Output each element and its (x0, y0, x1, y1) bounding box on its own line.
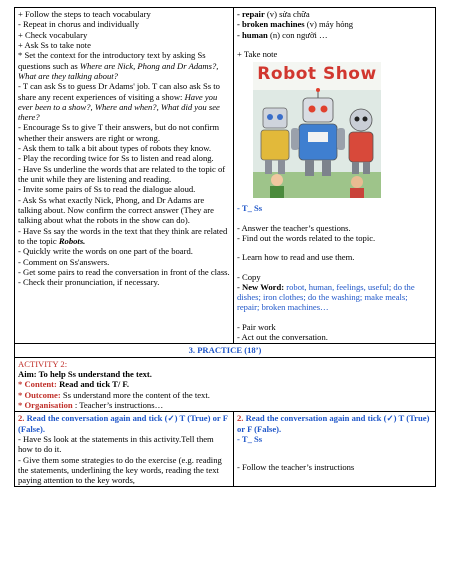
teacher-line: - Comment on Ss'answers. (18, 256, 110, 267)
teacher-line: - Quickly write the words on one part of the board. (18, 246, 193, 257)
guess-questions: Have you ever been to a show?, Where and when?, What did you see there? (18, 91, 220, 123)
step-line: + Check vocabulary (18, 29, 88, 40)
lesson-plan (14, 7, 435, 487)
vocab-item: - human (n) con người … (237, 29, 328, 40)
student-line: - Answer the teacher’s questions. (237, 222, 351, 233)
pair-work: - Pair work (237, 321, 276, 332)
context-questions: Where are Nick, Phong and Dr Adams?, What are they talking about? (18, 60, 219, 81)
step-line: - Repeat in chorus and individually (18, 19, 140, 30)
task-ts-label: - T_ Ss (237, 433, 263, 444)
task-heading: 2. Read the conversation again and tick (✓) T (True) or F (False). (237, 413, 430, 434)
teacher-line: - Get some pairs to read the conversation in front of the class. (18, 266, 230, 277)
copy-line: - Copy (237, 271, 261, 282)
guess-line: - T can ask Ss to guess Dr Adams' job. T can also ask Ss to share any recent experiences of visiting a show: Have you ever been to a show?, Where and when?, What did you see there? (18, 81, 220, 123)
robots-line: - Have Ss say the words in the text that they think are related to the topic Robots. (18, 225, 228, 246)
take-note: + Take note (237, 48, 278, 59)
ts-label: - T_ Ss (237, 203, 263, 214)
practice-header: 3. PRACTICE (18’) (15, 344, 436, 357)
task-heading: 2. Read the conversation again and tick (✓) T (True) or F (False). (18, 413, 228, 434)
teacher-column (15, 8, 234, 344)
step-line: + Follow the steps to teach vocabulary (18, 9, 151, 19)
new-word-list: robot, human, feelings, useful; do the dishes; iron clothes; do the washing; make meals; repair; broken machines… (237, 281, 415, 313)
task-row (15, 412, 436, 487)
vocab-item: - broken machines (v) máy hỏng (237, 19, 354, 30)
new-word-line (237, 282, 432, 313)
task-line: - Have Ss look at the statements in this activity.Tell them how to do it. (18, 433, 214, 455)
teacher-line: - Have Ss underline the words that are related to the topic of the unit while they are listening and reading. (18, 163, 226, 184)
activity-aim: Aim: To help Ss understand the text. (18, 369, 152, 379)
robot-show-image (253, 62, 381, 198)
activity-organisation: * Organisation : Teacher’s instructions… (18, 399, 164, 410)
teacher-line: - Ask Ss what exactly Nick, Phong, and Dr Adams are talking about. Now confirm the correct answer (They are talking about what the robots in the show can do). (18, 194, 214, 226)
procedure-row (15, 8, 436, 344)
robot-illustration (253, 62, 381, 198)
student-column (234, 8, 436, 344)
teacher-line: - Encourage Ss to give T their answers, but do not confirm whether their answers are right or wrong. (18, 122, 220, 143)
task-teacher-column (15, 412, 234, 487)
activity-outcome: * Outcome: Ss understand more the content of the text. (18, 389, 210, 400)
new-word-label: - New Word: (237, 281, 285, 292)
vocab-item: - repair (v) sửa chữa (237, 9, 310, 19)
task-student-column (234, 412, 436, 487)
activity-content: * Content: Read and tick T/ F. (18, 379, 130, 390)
practice-header-row (15, 344, 436, 357)
teacher-line: - Check their pronunciation, if necessary. (18, 277, 160, 288)
teacher-line: - Play the recording twice for Ss to listen and read along. (18, 153, 214, 164)
robot-show-title: Robot Show (257, 64, 377, 85)
procedure-table (14, 7, 436, 487)
task-follow: - Follow the teacher’s instructions (237, 462, 355, 473)
student-line: - Find out the words related to the topic. (237, 232, 376, 243)
teacher-line: - Ask them to talk a bit about types of robots they know. (18, 143, 212, 154)
learn-line: - Learn how to read and use them. (237, 252, 355, 263)
teacher-line: - Invite some pairs of Ss to read the dialogue aloud. (18, 184, 196, 195)
context-line: * Set the context for the introductory text by asking Ss questions such as Where are Nick, Phong and Dr Adams?, What are they talking about? (18, 50, 219, 81)
act-out: - Act out the conversation. (237, 332, 328, 343)
activity-row (15, 357, 436, 412)
robots-word: Robots. (58, 235, 86, 246)
activity-info (15, 357, 436, 412)
task-line: - Give them some strategies to do the exercise (e.g. reading the statements, underlining the key words, reading the text paying attention to the key words, (18, 454, 222, 486)
step-line: + Ask Ss to take note (18, 39, 91, 50)
activity-title: ACTIVITY 2: (18, 358, 68, 369)
